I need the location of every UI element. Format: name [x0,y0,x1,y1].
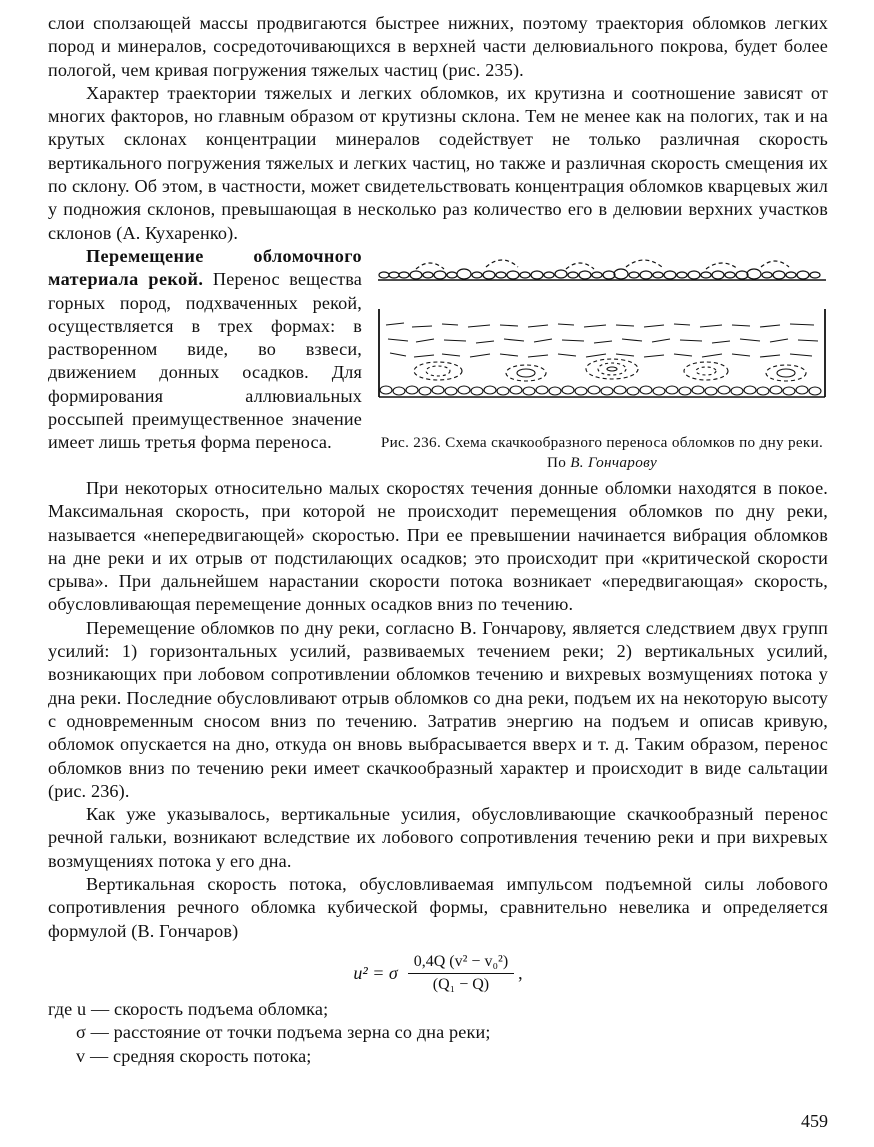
definition-sigma: σ — расстояние от точки подъема зерна со дна реки; [76,1022,491,1043]
formula-tail: , [518,962,523,983]
figure-caption [376,433,828,473]
section-heading: Перемещение обломочного материала рекой. [48,245,362,290]
formula-numerator: 0,4Q (v² − v₀²) [408,953,514,974]
formula-denominator: (Q₁ − Q) [432,975,490,993]
figure-236 [376,247,828,473]
paragraph-2: Характер траектории тяжелых и легких обломков, их крутизна и соотношение зависят от многих факторов, но главным образом от крутизны склона. Тем не менее как на пологих, так и на крутых склонах концентрации минералов содействует не только различная скорость вертикального погружения тяжелых и легких частиц, но также и различная скорость смещения их по склону. Об этом, в частности, может свидетельствовать концентрация обломков кварцевых жил у подножия склонов, превышающая в несколько раз количество его в делювии верхних участков склонов (А. Кухаренко). [48,82,828,243]
caption-text: Рис. 236. Схема скачкообразного переноса обломков по дну реки. По [380,433,824,471]
paragraph-5: Перемещение обломков по дну реки, согласно В. Гончарову, является следствием двух групп усилий: 1) горизонтальных усилий, развиваемых течением реки; 2) вертикальных усилий, возникающих при лобовом сопротивлении обломков течению и вихревых возмущениях потока у дна реки. Последние обусловливают отрыв обломков со дна реки, подъем их на некоторую высоту с одновременным сносом вниз по течению. Затратив энергию на подъем и описав кривую, обломок опускается на дно, откуда он вновь выбрасывается вверх и т. д. Таким образом, перенос обломков вниз по течению реки имеет скачкообразный характер и происходит в виде сальтации (рис. 236). [48,617,828,801]
page-content [48,12,828,1068]
paragraph-4: При некоторых относительно малых скоростях течения донные обломки находятся в покое. Максимальная скорость, при которой не происходит перемещения обломков по дну реки, называется «непередвигающей» скоростью. При ее превышении начинается вибрация обломков на дне реки и их отрыв от подстилающих осадков; это происходит при «критической скорости срыва». При дальнейшем нарастании скорости потока возникает «передвигающая» скорость, обусловливающая перемещение донных осадков вниз по течению. [48,477,828,615]
lower-panel [379,309,825,397]
page-number: 459 [801,1111,828,1131]
saltation-diagram [376,247,828,427]
definition-u: где u — скорость подъема обломка; [48,998,329,1019]
definitions-list [48,998,828,1068]
paragraph-3-text: Перенос вещества горных пород, подхваченных рекой, осуществляется в трех формах: в растворенном виде, во взвеси, движением донных осадков. Для формирования аллювиальных россыпей преимущественное значение имеет лишь третья форма переноса. [48,269,362,453]
paragraph-6: Как уже указывалось, вертикальные усилия, обусловливающие скачкообразный перенос речной гальки, возникают вследствие их лобового сопротивления течению реки и при вихревых возмущениях потока у его дна. [48,804,828,871]
caption-author: В. Гончарову [570,453,658,471]
formula-fraction [408,953,514,994]
formula-lhs: u² = σ [353,962,398,983]
formula [48,953,828,994]
paragraph-7: Вертикальная скорость потока, обусловливаемая импульсом подъемной силы лобового сопротивления речного обломка кубической формы, сравнительно невелика и определяется формулой (В. Гончаров) [48,874,828,941]
definition-v: v — средняя скорость потока; [76,1045,312,1066]
upper-panel [378,260,826,280]
paragraph-1: слои сползающей массы продвигаются быстрее нижних, поэтому траектория обломков легких пород и минералов, сосредоточивающихся в верхней части делювиального покрова, будет более пологой, чем кривая погружения тяжелых частиц (рис. 235). [48,13,828,80]
